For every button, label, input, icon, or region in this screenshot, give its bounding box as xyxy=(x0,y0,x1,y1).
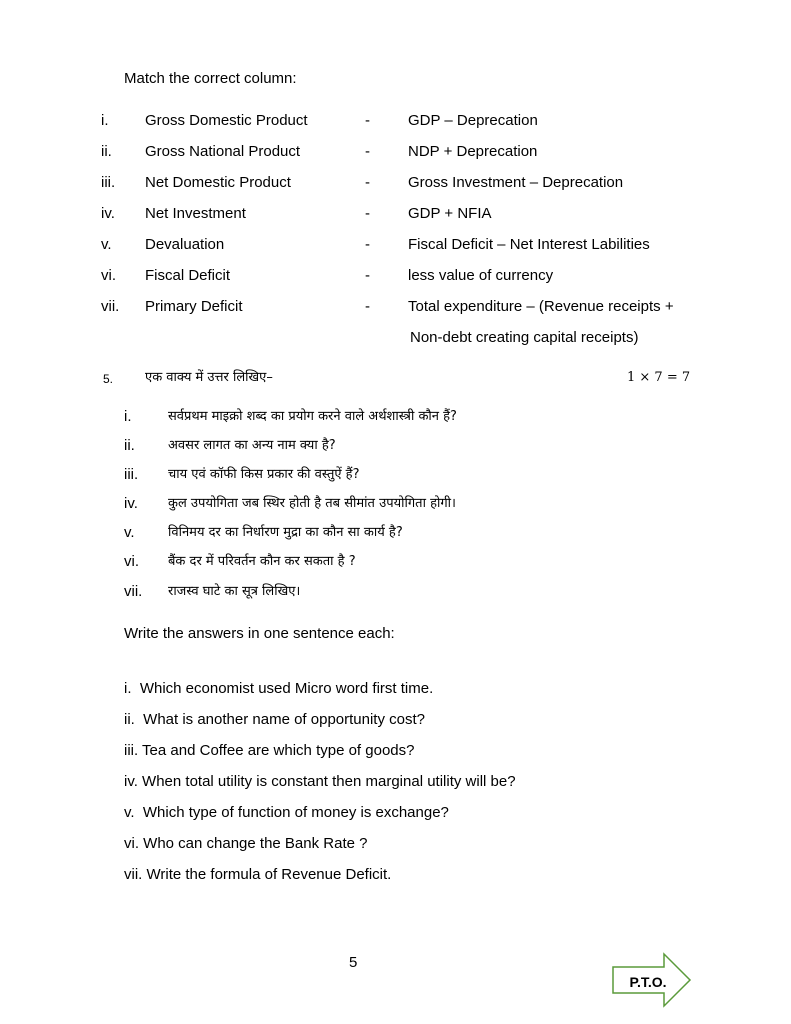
hindi-item-num: iv. xyxy=(124,495,138,512)
page-number: 5 xyxy=(349,954,358,971)
match-row-num: i. xyxy=(101,112,109,129)
match-row-right: Gross Investment – Deprecation xyxy=(408,174,624,191)
hindi-heading: एक वाक्य में उत्तर लिखिए– xyxy=(145,370,273,385)
hindi-item-text: बैंक दर में परिवर्तन कौन कर सकता है ? xyxy=(168,554,356,569)
english-heading: Write the answers in one sentence each: xyxy=(124,625,395,642)
match-row-dash: - xyxy=(365,205,370,222)
english-item: iv. When total utility is constant then marginal utility will be? xyxy=(124,773,516,790)
pto-label: P.T.O. xyxy=(629,974,667,990)
english-item: i. Which economist used Micro word first time. xyxy=(124,680,434,697)
hindi-item-text: कुल उपयोगिता जब स्थिर होती है तब सीमांत उपयोगिता होगी। xyxy=(168,496,456,511)
match-row-num: v. xyxy=(101,236,112,253)
match-row-num: ii. xyxy=(101,143,112,160)
english-item: ii. What is another name of opportunity cost? xyxy=(124,711,425,728)
match-row-dash: - xyxy=(365,112,370,129)
match-row-left: Net Investment xyxy=(145,205,246,222)
hindi-item-num: vi. xyxy=(124,553,139,570)
english-item: iii. Tea and Coffee are which type of goods? xyxy=(124,742,415,759)
marks-label: 1 × 7 = 7 xyxy=(627,370,691,385)
hindi-item-num: iii. xyxy=(124,466,139,483)
match-row-num: iii. xyxy=(101,174,116,191)
match-row-dash: - xyxy=(365,298,370,315)
hindi-item-text: विनिमय दर का निर्धारण मुद्रा का कौन सा कार्य है? xyxy=(168,525,403,540)
match-row-left: Primary Deficit xyxy=(145,298,243,315)
hindi-item-num: vii. xyxy=(124,583,143,600)
hindi-item-text: अवसर लागत का अन्य नाम क्या है? xyxy=(168,438,336,453)
match-row-left: Gross Domestic Product xyxy=(145,112,308,129)
hindi-item-text: चाय एवं कॉफी किस प्रकार की वस्तुऐं हैं? xyxy=(168,467,360,482)
hindi-item-text: राजस्व घाटे का सूत्र लिखिए। xyxy=(168,584,301,599)
match-row-left: Fiscal Deficit xyxy=(145,267,231,284)
hindi-item-text: सर्वप्रथम माइक्रो शब्द का प्रयोग करने वाले अर्थशास्त्री कौन हैं? xyxy=(168,409,457,424)
match-heading: Match the correct column: xyxy=(124,70,297,87)
hindi-item-num: ii. xyxy=(124,437,135,454)
match-row-dash: - xyxy=(365,267,370,284)
match-row-dash: - xyxy=(365,174,370,191)
english-item: vi. Who can change the Bank Rate ? xyxy=(124,835,368,852)
match-row-right: NDP + Deprecation xyxy=(408,143,538,160)
match-row-right: Total expenditure – (Revenue receipts + xyxy=(408,298,674,315)
match-row-num: vii. xyxy=(101,298,120,315)
match-row-dash: - xyxy=(365,236,370,253)
match-row-continuation: Non-debt creating capital receipts) xyxy=(410,329,639,346)
english-item: v. Which type of function of money is exchange? xyxy=(124,804,449,821)
match-row-dash: - xyxy=(365,143,370,160)
match-row-left: Gross National Product xyxy=(145,143,301,160)
english-item: vii. Write the formula of Revenue Deficit. xyxy=(124,866,392,883)
match-row-num: vi. xyxy=(101,267,116,284)
match-row-right: GDP – Deprecation xyxy=(408,112,538,129)
match-row-left: Devaluation xyxy=(145,236,225,253)
match-row-right: Fiscal Deficit – Net Interest Labilities xyxy=(408,236,650,253)
match-row-right: GDP + NFIA xyxy=(408,205,492,222)
match-row-left: Net Domestic Product xyxy=(145,174,291,191)
question-number: 5. xyxy=(103,372,114,386)
hindi-item-num: i. xyxy=(124,408,132,425)
hindi-item-num: v. xyxy=(124,524,135,541)
match-row-right: less value of currency xyxy=(408,267,554,284)
match-row-num: iv. xyxy=(101,205,115,222)
